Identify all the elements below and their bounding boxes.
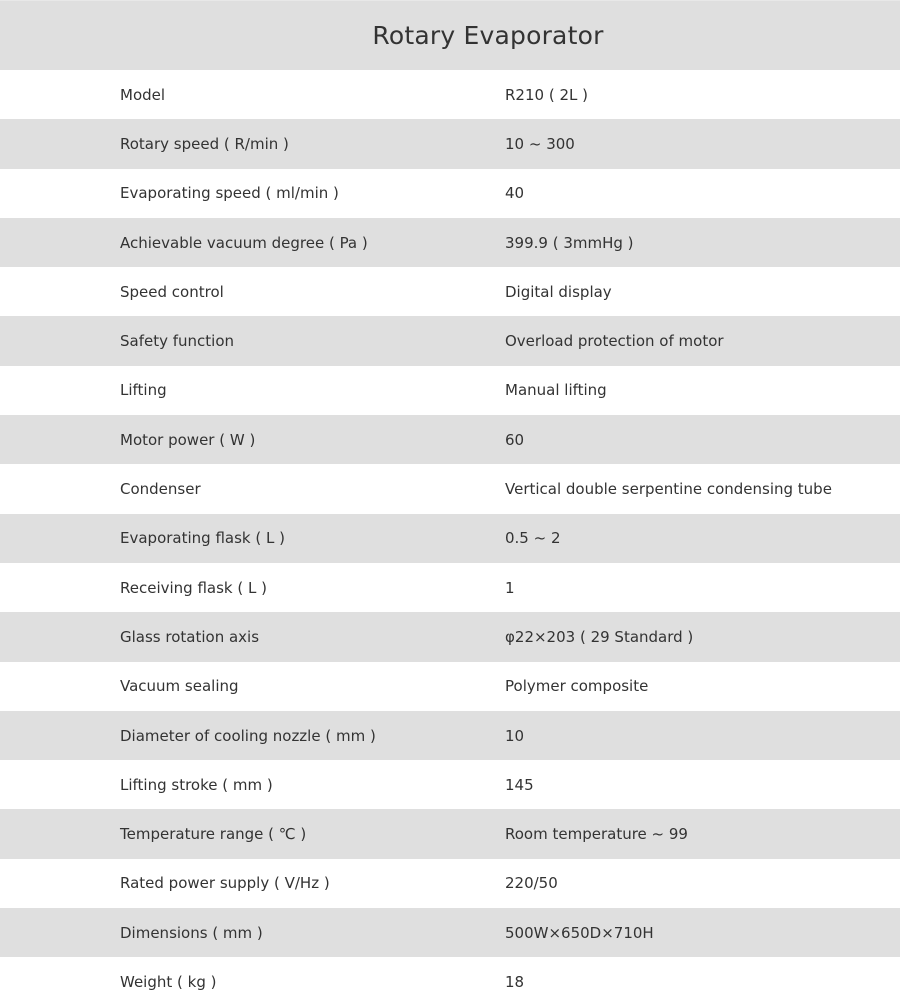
spec-row-speed-control xyxy=(0,267,900,316)
spec-value: Polymer composite xyxy=(505,677,649,696)
spec-label: Model xyxy=(120,85,166,104)
spec-row-glass-rotation-axis xyxy=(0,612,900,661)
spec-row-condenser xyxy=(0,464,900,513)
spec-label: Lifting xyxy=(120,381,167,400)
spec-row-vacuum-sealing xyxy=(0,662,900,711)
spec-row-evaporating-flask xyxy=(0,514,900,563)
spec-label: Motor power ( W ) xyxy=(120,430,256,449)
spec-row-evaporating-speed xyxy=(0,169,900,218)
spec-row-vacuum-degree xyxy=(0,218,900,267)
spec-row-safety-function xyxy=(0,316,900,365)
spec-label: Safety function xyxy=(120,332,235,351)
spec-label: Rated power supply ( V/Hz ) xyxy=(120,874,330,893)
spec-label: Dimensions ( mm ) xyxy=(120,923,263,942)
spec-row-lifting xyxy=(0,366,900,415)
spec-value: 40 xyxy=(505,184,525,203)
spec-label: Rotary speed ( R/min ) xyxy=(120,134,289,153)
spec-row-weight xyxy=(0,957,900,1006)
spec-value: R210 ( 2L ) xyxy=(505,85,588,104)
table-title: Rotary Evaporator xyxy=(372,21,604,50)
spec-row-cooling-nozzle xyxy=(0,711,900,760)
spec-value: Vertical double serpentine condensing tube xyxy=(505,480,832,499)
spec-value: 500W×650D×710H xyxy=(505,923,654,942)
spec-value: Overload protection of motor xyxy=(505,332,724,351)
spec-value: Digital display xyxy=(505,282,612,301)
spec-value: 10 ~ 300 xyxy=(505,134,575,153)
spec-label: Achievable vacuum degree ( Pa ) xyxy=(120,233,368,252)
spec-value: Room temperature ~ 99 xyxy=(505,825,688,844)
spec-row-temperature-range xyxy=(0,809,900,858)
spec-value: 145 xyxy=(505,775,534,794)
spec-value: 18 xyxy=(505,972,525,991)
spec-value: 10 xyxy=(505,726,525,745)
spec-label: Speed control xyxy=(120,282,224,301)
spec-row-model xyxy=(0,70,900,119)
spec-value: Manual lifting xyxy=(505,381,607,400)
spec-label: Weight ( kg ) xyxy=(120,972,217,991)
spec-row-receiving-flask xyxy=(0,563,900,612)
spec-label: Evaporating flask ( L ) xyxy=(120,529,285,548)
spec-value: 399.9 ( 3mmHg ) xyxy=(505,233,634,252)
spec-label: Diameter of cooling nozzle ( mm ) xyxy=(120,726,376,745)
spec-label: Temperature range ( ℃ ) xyxy=(120,825,307,844)
spec-value: 1 xyxy=(505,578,515,597)
spec-label: Receiving flask ( L ) xyxy=(120,578,267,597)
spec-label: Condenser xyxy=(120,480,201,499)
spec-label: Lifting stroke ( mm ) xyxy=(120,775,273,794)
spec-label: Evaporating speed ( ml/min ) xyxy=(120,184,339,203)
spec-value: 60 xyxy=(505,430,525,449)
spec-label: Vacuum sealing xyxy=(120,677,239,696)
spec-label: Glass rotation axis xyxy=(120,627,260,646)
spec-row-rotary-speed xyxy=(0,119,900,168)
spec-rows xyxy=(0,70,900,1007)
spec-value: 0.5 ~ 2 xyxy=(505,529,561,548)
spec-row-dimensions xyxy=(0,908,900,957)
spec-value: 220/50 xyxy=(505,874,558,893)
title-row xyxy=(0,0,900,70)
spec-row-rated-power-supply xyxy=(0,859,900,908)
spec-row-lifting-stroke xyxy=(0,760,900,809)
spec-row-motor-power xyxy=(0,415,900,464)
spec-value: φ22×203 ( 29 Standard ) xyxy=(505,627,694,646)
